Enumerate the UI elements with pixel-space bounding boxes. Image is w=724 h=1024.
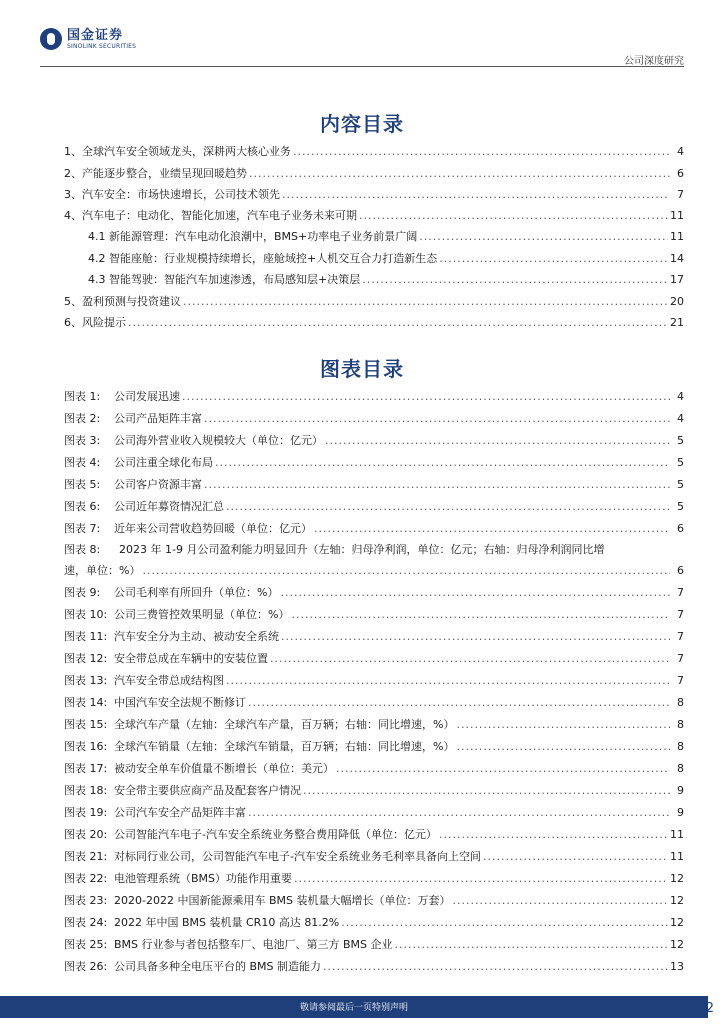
figure-label: 图表 6: xyxy=(64,500,101,513)
figure-label: 图表 11: xyxy=(64,630,108,643)
figure-entry[interactable] xyxy=(64,478,684,492)
toc-entry-page: 21 xyxy=(670,316,684,329)
dot-leader xyxy=(303,784,670,798)
toc-entry-label: 1、全球汽车安全领域龙头，深耕两大核心业务 xyxy=(64,145,291,158)
figure-page: 11 xyxy=(670,850,684,863)
toc-subentry[interactable] xyxy=(88,230,684,244)
figure-title: 对标同行业公司，公司智能汽车电子-汽车安全系统业务毛利率具备向上空间 xyxy=(114,850,481,863)
toc-entry-label: 5、盈利预测与投资建议 xyxy=(64,295,181,308)
figure-label: 图表 17: xyxy=(64,762,108,775)
figure-page: 5 xyxy=(677,456,684,469)
figure-label: 图表 12: xyxy=(64,652,108,665)
dot-leader xyxy=(359,209,668,223)
figure-entry[interactable] xyxy=(64,522,684,536)
figure-label: 图表 2: xyxy=(64,412,101,425)
dot-leader xyxy=(294,872,668,886)
figure-page: 12 xyxy=(670,872,684,885)
footer-notice: 敬请参阅最后一页特别声明 xyxy=(299,1003,408,1013)
dot-leader xyxy=(183,295,668,309)
logo-mark-icon xyxy=(40,28,62,50)
toc-entry[interactable] xyxy=(64,209,684,223)
toc-entry-page: 14 xyxy=(670,252,684,265)
figure-entry[interactable] xyxy=(64,872,684,886)
toc-entry-label: 2、产能逐步整合，业绩呈现回暖趋势 xyxy=(64,167,247,180)
figure-title: 2022 年中国 BMS 装机量 CR10 高达 81.2% xyxy=(114,916,340,929)
figure-entry[interactable] xyxy=(64,652,684,666)
figure-title: 2020-2022 中国新能源乘用车 BMS 装机量大幅增长（单位：万套） xyxy=(114,894,451,907)
page-header xyxy=(0,0,724,66)
toc-entry-label: 6、风险提示 xyxy=(64,316,126,329)
dot-leader xyxy=(483,850,668,864)
figure-entry[interactable] xyxy=(64,828,684,842)
dot-leader xyxy=(270,652,670,666)
figure-label: 图表 10: xyxy=(64,608,108,621)
figure-page: 12 xyxy=(670,916,684,929)
dot-leader xyxy=(419,230,668,244)
figure-title: 电池管理系统（BMS）功能作用重要 xyxy=(114,872,293,885)
dot-leader xyxy=(204,412,670,426)
figure-label: 图表 8: xyxy=(64,543,101,556)
dot-leader xyxy=(439,828,668,842)
page-number: 2 xyxy=(705,1001,714,1016)
figure-page: 6 xyxy=(677,522,684,535)
figure-page: 5 xyxy=(677,434,684,447)
figure-page: 7 xyxy=(677,630,684,643)
figure-page: 5 xyxy=(677,478,684,491)
logo-name-cn: 国金证券 xyxy=(67,27,124,43)
figure-page: 12 xyxy=(670,938,684,951)
figure-title: 被动安全单车价值量不断增长（单位：美元） xyxy=(114,762,334,775)
figure-entry[interactable] xyxy=(64,784,684,798)
dot-leader xyxy=(456,740,670,754)
figure-page: 9 xyxy=(677,784,684,797)
toc-entry[interactable] xyxy=(64,295,684,309)
dot-leader xyxy=(226,674,670,688)
figure-title-continued: 速，单位：%） xyxy=(64,564,141,577)
figure-label: 图表 7: xyxy=(64,522,101,535)
dot-leader xyxy=(248,806,670,820)
toc-entry-label: 3、汽车安全：市场快速增长，公司技术领先 xyxy=(64,188,280,201)
toc-entry[interactable] xyxy=(64,188,684,202)
figure-entry[interactable] xyxy=(64,850,684,864)
figure-entry[interactable] xyxy=(64,630,684,644)
figure-list-title: 图表目录 xyxy=(320,357,404,381)
figure-entry[interactable] xyxy=(64,916,684,930)
dot-leader xyxy=(456,718,670,732)
figure-entry[interactable] xyxy=(64,434,684,448)
dot-leader xyxy=(282,188,670,202)
toc-entry-page: 7 xyxy=(677,188,684,201)
figure-entry[interactable] xyxy=(64,456,684,470)
figure-page: 8 xyxy=(677,740,684,753)
toc-entry-label: 4.3 智能驾驶：智能汽车加速渗透，布局感知层+决策层 xyxy=(88,273,361,286)
toc-entry[interactable] xyxy=(64,167,684,181)
figure-title: 公司汽车安全产品矩阵丰富 xyxy=(114,806,246,819)
figure-label: 图表 14: xyxy=(64,696,108,709)
toc-subentry[interactable] xyxy=(88,252,684,266)
figure-page: 11 xyxy=(670,828,684,841)
figure-title: 公司智能汽车电子-汽车安全系统业务整合费用降低（单位：亿元） xyxy=(114,828,437,841)
figure-title: 全球汽车销量（左轴：全球汽车销量，百万辆；右轴：同比增速，%） xyxy=(114,740,455,753)
figure-page: 8 xyxy=(677,696,684,709)
figure-entry-wrapped[interactable] xyxy=(64,543,684,578)
dot-leader xyxy=(341,916,668,930)
logo-name-en: SINOLINK SECURITIES xyxy=(67,42,137,50)
dot-leader xyxy=(395,938,668,952)
figure-title: 公司产品矩阵丰富 xyxy=(114,412,202,425)
figure-label: 图表 13: xyxy=(64,674,108,687)
figure-entry[interactable] xyxy=(64,390,684,404)
toc-entry[interactable] xyxy=(64,316,684,330)
toc-entry-label: 4.2 智能座舱：行业规模持续增长，座舱域控+人机交互合力打造新生态 xyxy=(88,252,438,265)
figure-title: 公司海外营业收入规模较大（单位：亿元） xyxy=(114,434,323,447)
toc-subentry[interactable] xyxy=(88,273,684,287)
figure-entry[interactable] xyxy=(64,718,684,732)
figure-title: 公司毛利率有所回升（单位：%） xyxy=(114,586,279,599)
figure-label: 图表 9: xyxy=(64,586,101,599)
figure-title: 近年来公司营收趋势回暖（单位：亿元） xyxy=(114,522,312,535)
figure-entry[interactable] xyxy=(64,960,684,974)
figure-label: 图表 16: xyxy=(64,740,108,753)
toc-title: 内容目录 xyxy=(320,112,404,136)
figure-entry[interactable] xyxy=(64,740,684,754)
company-logo xyxy=(40,28,136,50)
figure-title: 汽车安全分为主动、被动安全系统 xyxy=(114,630,279,643)
dot-leader xyxy=(314,522,670,536)
toc-entry-label: 4.1 新能源管理：汽车电动化浪潮中，BMS+功率电子业务前景广阔 xyxy=(88,230,418,243)
figure-label: 图表 22: xyxy=(64,872,108,885)
toc-entry-page: 11 xyxy=(670,209,684,222)
figure-title: 2023 年 1-9 月公司盈利能力明显回升（左轴：归母净利润，单位：亿元；右轴：归母净利润同比增 xyxy=(119,543,605,556)
dot-leader xyxy=(182,390,670,404)
figure-label: 图表 26: xyxy=(64,960,108,973)
figure-entry[interactable] xyxy=(64,806,684,820)
figure-label: 图表 15: xyxy=(64,718,108,731)
figure-page: 7 xyxy=(677,674,684,687)
figure-title: 公司发展迅速 xyxy=(114,390,180,403)
figure-page: 6 xyxy=(677,564,684,577)
header-divider xyxy=(40,66,684,67)
toc-entry[interactable] xyxy=(64,145,684,159)
dot-leader xyxy=(452,894,668,908)
figure-title: 安全带总成在车辆中的安装位置 xyxy=(114,652,268,665)
figure-title: 公司客户资源丰富 xyxy=(114,478,202,491)
figure-entry[interactable] xyxy=(64,412,684,426)
figure-entry[interactable] xyxy=(64,674,684,688)
figure-page: 13 xyxy=(670,960,684,973)
figure-page: 12 xyxy=(670,894,684,907)
dot-leader xyxy=(439,252,668,266)
figure-label: 图表 24: xyxy=(64,916,108,929)
figure-page: 4 xyxy=(677,412,684,425)
figure-label: 图表 23: xyxy=(64,894,108,907)
figure-label: 图表 5: xyxy=(64,478,101,491)
figure-label: 图表 3: xyxy=(64,434,101,447)
dot-leader xyxy=(362,273,668,287)
dot-leader xyxy=(281,630,670,644)
figure-page: 9 xyxy=(677,806,684,819)
figure-entry[interactable] xyxy=(64,500,684,514)
figure-label: 图表 4: xyxy=(64,456,101,469)
figure-title: 公司近年募资情况汇总 xyxy=(114,500,224,513)
figure-title: 公司三费管控效果明显（单位：%） xyxy=(114,608,290,621)
toc-entry-page: 20 xyxy=(670,295,684,308)
toc-entry-page: 6 xyxy=(677,167,684,180)
figure-page: 8 xyxy=(677,718,684,731)
figure-entry[interactable] xyxy=(64,608,684,622)
figure-label: 图表 1: xyxy=(64,390,101,403)
figure-title: 公司注重全球化布局 xyxy=(114,456,213,469)
figure-entry[interactable] xyxy=(64,586,684,600)
dot-leader xyxy=(128,316,668,330)
dot-leader xyxy=(280,586,670,600)
figure-page: 5 xyxy=(677,500,684,513)
figure-entry[interactable] xyxy=(64,762,684,776)
figure-entry[interactable] xyxy=(64,894,684,908)
dot-leader xyxy=(248,696,670,710)
figure-page: 7 xyxy=(677,586,684,599)
dot-leader xyxy=(215,456,670,470)
dot-leader xyxy=(293,145,670,159)
figure-page: 7 xyxy=(677,608,684,621)
document-type: 公司深度研究 xyxy=(624,56,684,67)
dot-leader xyxy=(291,608,670,622)
figure-title: 公司具备多种全电压平台的 BMS 制造能力 xyxy=(114,960,322,973)
figure-entry[interactable] xyxy=(64,938,684,952)
dot-leader xyxy=(226,500,670,514)
toc-entry-label: 4、汽车电子：电动化、智能化加速，汽车电子业务未来可期 xyxy=(64,209,357,222)
figure-page: 8 xyxy=(677,762,684,775)
figure-title: 汽车安全带总成结构图 xyxy=(114,674,224,687)
figure-entry[interactable] xyxy=(64,696,684,710)
figure-label: 图表 18: xyxy=(64,784,108,797)
dot-leader xyxy=(142,564,670,578)
figure-title: BMS 行业参与者包括整车厂、电池厂、第三方 BMS 企业 xyxy=(114,938,393,951)
toc-entry-page: 17 xyxy=(670,273,684,286)
figure-title: 全球汽车产量（左轴：全球汽车产量，百万辆；右轴：同比增速，%） xyxy=(114,718,455,731)
figure-label: 图表 21: xyxy=(64,850,108,863)
dot-leader xyxy=(325,434,670,448)
figure-label: 图表 25: xyxy=(64,938,108,951)
figure-title: 中国汽车安全法规不断修订 xyxy=(114,696,246,709)
dot-leader xyxy=(204,478,670,492)
figure-page: 4 xyxy=(677,390,684,403)
figure-title: 安全带主要供应商产品及配套客户情况 xyxy=(114,784,301,797)
toc-entry-page: 11 xyxy=(670,230,684,243)
dot-leader xyxy=(249,167,670,181)
figure-page: 7 xyxy=(677,652,684,665)
figure-label: 图表 20: xyxy=(64,828,108,841)
toc-entry-page: 4 xyxy=(677,145,684,158)
dot-leader xyxy=(323,960,668,974)
dot-leader xyxy=(336,762,670,776)
figure-label: 图表 19: xyxy=(64,806,108,819)
